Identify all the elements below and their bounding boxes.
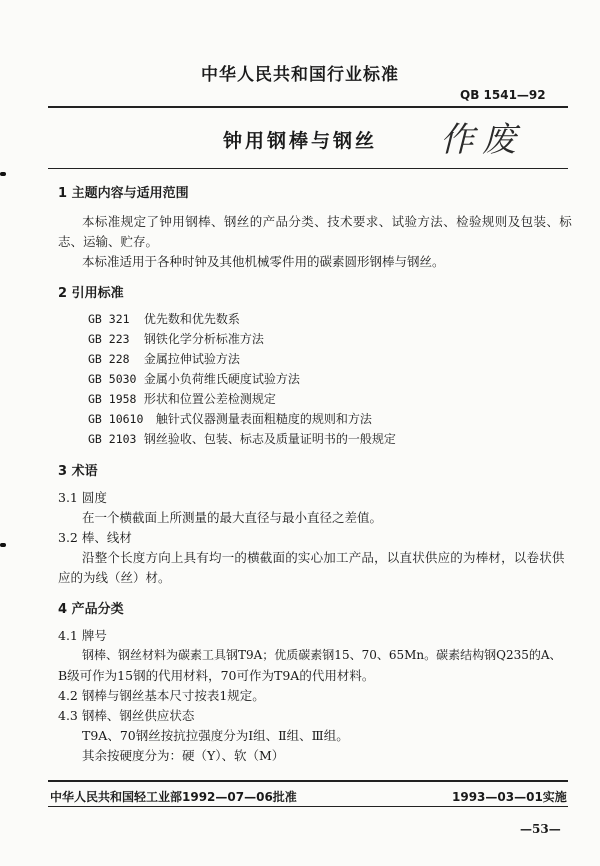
reference-item <box>88 430 396 447</box>
reference-code: GB 228 <box>88 352 130 366</box>
clause-4-1-text: 钢棒、钢丝材料为碳素工具钢T9A；优质碳素钢15、70、65Mn。碳素结构钢Q235的A、 <box>82 648 562 662</box>
reference-title: 触针式仪器测量表面粗糙度的规则和方法 <box>155 412 372 426</box>
reference-code: GB 223 <box>88 332 130 346</box>
reference-title: 形状和位置公差检测规定 <box>143 392 276 406</box>
reference-title: 金属拉伸试验方法 <box>143 352 240 366</box>
page-number: —53— <box>520 822 561 836</box>
reference-title: 钢丝验收、包装、标志及质量证明书的一般规定 <box>143 432 396 446</box>
clause-4-1-heading: 4.1 牌号 <box>58 628 107 643</box>
reference-code: GB 10610 <box>88 412 144 426</box>
handwritten-annotation: 作废 <box>440 120 524 160</box>
section-1-paragraph: 本标准适用于各种时钟及其他机械零件用的碳素圆形钢棒与钢丝。 <box>82 254 445 269</box>
scan-mark <box>0 543 6 547</box>
reference-code: GB 321 <box>88 312 130 326</box>
section-3-heading: 3 术语 <box>58 464 98 479</box>
reference-title: 钢铁化学分析标准方法 <box>143 332 264 346</box>
term-3-2-text: 应的为线（丝）材。 <box>58 570 171 585</box>
industry-standard-title: 中华人民共和国行业标准 <box>201 65 399 85</box>
title-rule <box>48 168 568 169</box>
reference-item <box>88 330 264 347</box>
section-1-paragraph: 志、运输、贮存。 <box>58 234 159 249</box>
term-3-1-text: 在一个横截面上所测量的最大直径与最小直径之差值。 <box>82 510 383 525</box>
footer-rule <box>48 780 568 782</box>
reference-item <box>88 410 372 427</box>
reference-title: 优先数和优先数系 <box>143 312 240 326</box>
term-3-1-heading: 3.1 圆度 <box>58 490 107 505</box>
section-1-heading: 1 主题内容与适用范围 <box>58 186 189 201</box>
reference-title: 金属小负荷维氏硬度试验方法 <box>143 372 300 386</box>
reference-item <box>88 310 240 327</box>
footer-rule-bottom <box>48 806 568 807</box>
term-3-2-text: 沿整个长度方向上具有均一的横截面的实心加工产品，以直状供应的为棒材，以卷状供 <box>82 550 565 565</box>
term-3-2-heading: 3.2 棒、线材 <box>58 530 132 545</box>
clause-4-2-heading: 4.2 钢棒与钢丝基本尺寸按表1规定。 <box>58 688 265 703</box>
reference-code: GB 2103 <box>88 432 137 446</box>
clause-4-3-heading: 4.3 钢棒、钢丝供应状态 <box>58 708 195 723</box>
reference-item <box>88 350 240 367</box>
standard-code: QB 1541—92 <box>460 88 546 102</box>
section-1-paragraph: 本标准规定了钟用钢棒、钢丝的产品分类、技术要求、试验方法、检验规则及包装、标 <box>82 214 573 229</box>
reference-code: GB 5030 <box>88 372 137 386</box>
reference-item <box>88 390 276 407</box>
clause-4-1-text: B级可作为15钢的代用材料，70可作为T9A的代用材料。 <box>58 668 375 683</box>
header-rule <box>48 106 568 108</box>
clause-4-3-text: 其余按硬度分为：硬（Y）、软（M） <box>82 748 285 763</box>
clause-4-3-text: T9A、70钢丝按抗拉强度分为Ⅰ组、Ⅱ组、Ⅲ组。 <box>82 728 349 743</box>
page-title: 钟用钢棒与钢丝 <box>222 130 377 152</box>
scan-mark <box>0 172 6 176</box>
section-4-heading: 4 产品分类 <box>58 602 124 617</box>
reference-code: GB 1958 <box>88 392 137 406</box>
reference-item <box>88 370 300 387</box>
implementation-date: 1993—03—01实施 <box>452 790 567 804</box>
section-2-heading: 2 引用标准 <box>58 286 124 301</box>
approval-date: 中华人民共和国轻工业部1992—07—06批准 <box>50 790 297 804</box>
